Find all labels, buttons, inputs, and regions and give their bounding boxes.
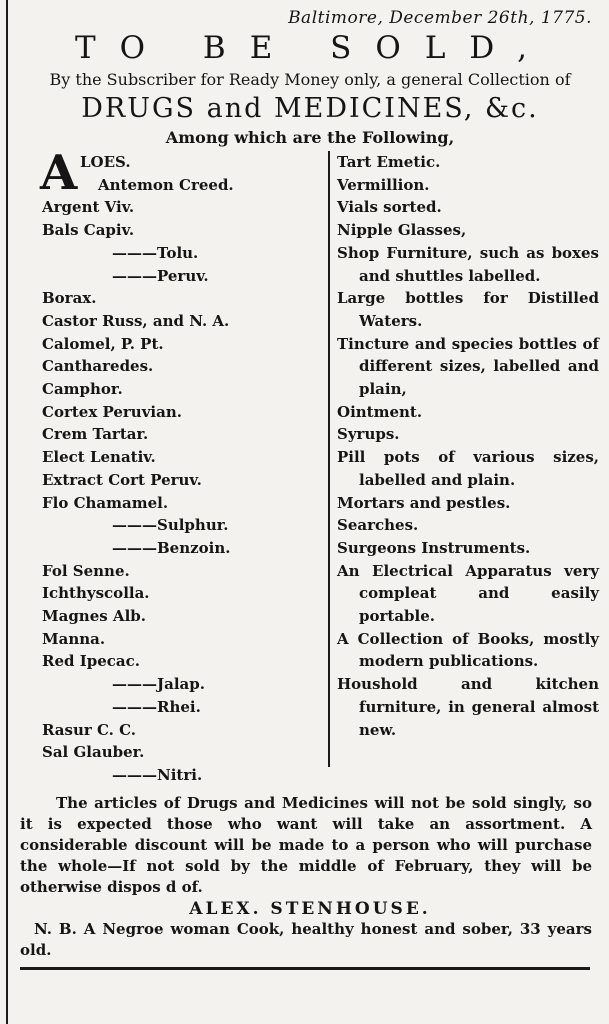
list-item: Surgeons Instruments. (337, 538, 531, 557)
column-divider (328, 151, 330, 767)
list-item: Castor Russ, and N. A. (42, 311, 230, 330)
list-item: Shop Furniture, such as boxes and shuttles labelled. (337, 243, 599, 285)
list-item: Mortars and pestles. (337, 493, 511, 512)
list-item: Bals Capiv. (42, 221, 135, 240)
list-item: Vials sorted. (337, 198, 442, 217)
list-item: Vermillion. (337, 175, 430, 194)
list-item: Red Ipecac. (42, 652, 140, 671)
list-item: ———Tolu. (112, 243, 199, 262)
title: DRUGS and MEDICINES, &c. (81, 93, 539, 124)
list-item: ———Rhei. (112, 697, 201, 716)
list-item: ———Peruv. (112, 266, 209, 285)
subheading: By the Subscriber for Ready Money only, a general Collection of (49, 70, 571, 89)
drop-cap: A (40, 145, 78, 201)
headline: TO BE SOLD, (74, 30, 552, 66)
list-item: Rasur C. C. (42, 720, 137, 739)
list-item: Calomel, P. Pt. (42, 334, 164, 353)
list-item: ———Jalap. (112, 675, 205, 694)
list-item: Syrups. (337, 425, 400, 444)
list-item: ———Benzoin. (112, 538, 231, 557)
list-item: Manna. (42, 629, 106, 648)
sale-terms: The articles of Drugs and Medicines will not be sold singly, so it is expected those who want will take an assortment. A considerable discount will be made to a person who will purchase the whole—If not sold by the middle of February, they will be otherwise dispos d of. (20, 793, 592, 896)
item-columns (20, 145, 600, 787)
page-border (6, 0, 8, 1024)
list-item: Borax. (42, 289, 97, 308)
list-item: Pill pots of various sizes, labelled and plain. (337, 448, 599, 489)
list-item: ———Nitri. (112, 765, 203, 784)
list-item: Antemon Creed. (98, 175, 234, 194)
list-item: Ointment. (337, 402, 423, 421)
list-item: Nipple Glasses, (337, 221, 467, 240)
list-item: Tart Emetic. (337, 153, 441, 171)
signature: ALEX. STENHOUSE. (189, 898, 431, 919)
list-item: Argent Viv. (42, 198, 135, 217)
list-item: Tincture and species bottles of different sizes, labelled and plain, (337, 334, 599, 399)
advertisement (20, 8, 600, 970)
list-item: ———Sulphur. (112, 516, 229, 535)
list-item: Extract Cort Peruv. (42, 470, 202, 489)
list-item: Elect Lenativ. (42, 448, 156, 467)
list-item: Searches. (337, 516, 419, 535)
list-item: Houshold and kitchen furniture, in general almost new. (337, 675, 599, 739)
list-item: Large bottles for Distilled Waters. (337, 289, 599, 330)
list-item: Camphor. (42, 380, 123, 399)
list-item: Sal Glauber. (42, 743, 145, 762)
list-item: An Electrical Apparatus very compleat and easily portable. (337, 561, 599, 626)
list-item: LOES. (80, 153, 131, 171)
nota-bene: N. B. A Negroe woman Cook, healthy honest and sober, 33 years old. (20, 919, 592, 959)
list-item: Cortex Peruvian. (42, 402, 182, 421)
bottom-rule (20, 967, 590, 970)
list-item: Cantharedes. (42, 357, 154, 376)
dateline: Baltimore, December 26th, 1775. (288, 8, 592, 28)
list-item: Magnes Alb. (42, 607, 146, 626)
list-item: Flo Chamamel. (42, 493, 169, 512)
left-column (20, 145, 324, 787)
list-item: Ichthyscolla. (42, 584, 150, 603)
list-intro: Among which are the Following, (165, 128, 455, 147)
list-item: Fol Senne. (42, 561, 130, 580)
right-column (337, 151, 599, 787)
list-item: Crem Tartar. (42, 425, 149, 444)
list-item: A Collection of Books, mostly modern publications. (337, 629, 599, 671)
